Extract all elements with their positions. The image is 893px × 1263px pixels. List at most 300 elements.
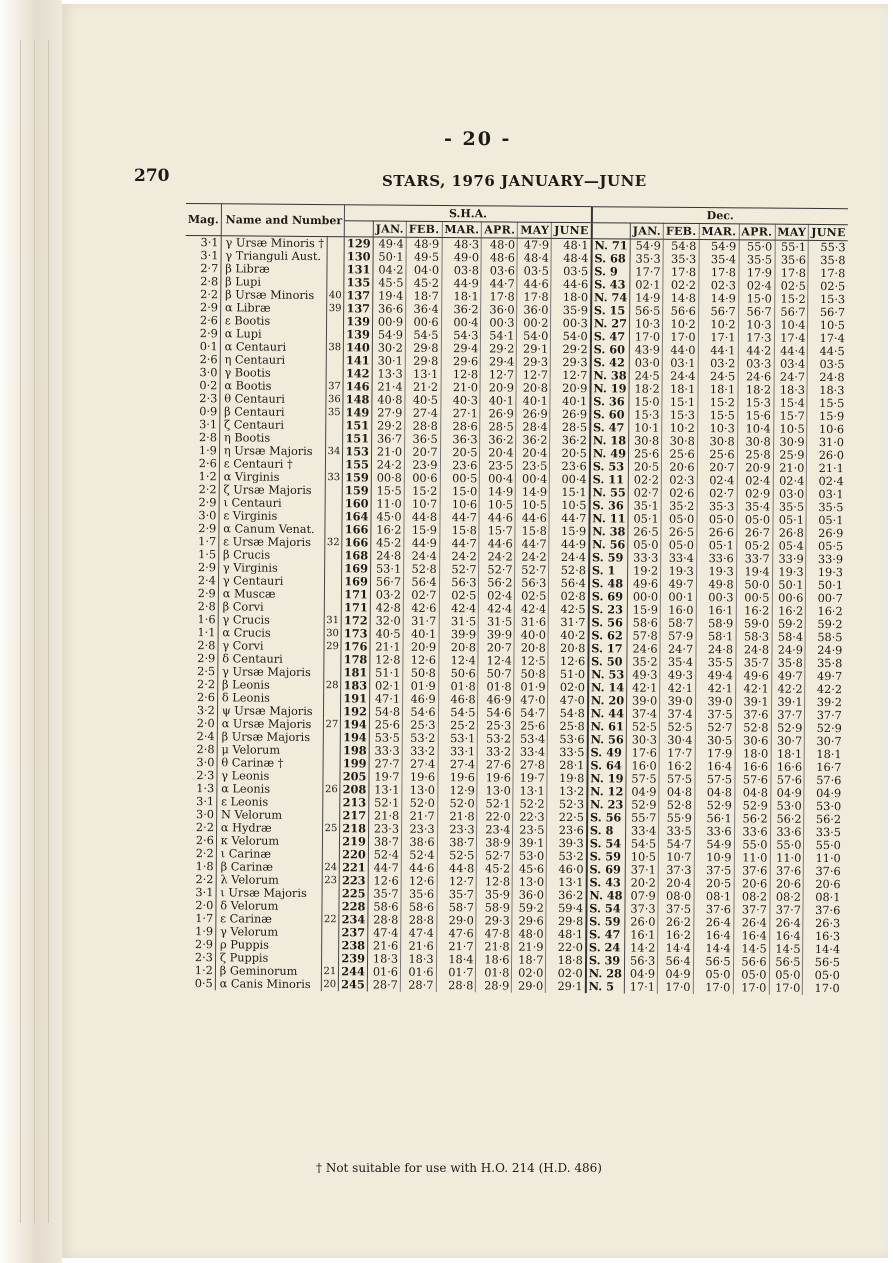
sha-minutes: 12·7: [550, 369, 590, 382]
dec-minutes: 52·9: [626, 798, 659, 811]
star-number: [323, 666, 341, 679]
dec-minutes: 08·0: [658, 890, 694, 903]
dec-minutes: 31·0: [818, 435, 845, 450]
sha-degrees: 140: [344, 341, 373, 354]
star-name: γ Ursæ Majoris: [218, 665, 324, 679]
sha-minutes: 28·8: [405, 420, 441, 433]
sha-minutes: 12·6: [368, 874, 401, 887]
star-magnitude: 3·0: [185, 366, 220, 379]
dec-minutes: 37·6: [770, 865, 804, 878]
star-magnitude: 0·2: [185, 379, 220, 392]
dec-minutes: 16·7: [816, 760, 842, 775]
star-number: [325, 484, 343, 497]
sha-degrees: 171: [342, 601, 371, 614]
star-magnitude: 2·3: [180, 951, 215, 964]
sha-minutes: 48·9: [406, 237, 442, 251]
star-number: 33: [325, 471, 343, 484]
sha-minutes: 47·9: [518, 238, 552, 252]
sha-minutes: 15·9: [404, 524, 440, 537]
dec-minutes: 02·3: [661, 474, 697, 487]
sha-minutes: 52·1: [477, 797, 513, 810]
dec-minutes: 56·1: [694, 812, 734, 825]
dec-minutes: 33·4: [626, 824, 659, 837]
dec-minutes: 37·7: [733, 903, 769, 916]
dec-minutes: 42·2: [816, 682, 843, 697]
dec-minutes: 17·7: [630, 265, 663, 278]
star-magnitude: 2·8: [182, 743, 217, 756]
star-name: ζ Puppis: [215, 951, 321, 965]
sha-degrees: 244: [339, 965, 368, 978]
dec-minutes: 11·0: [770, 852, 804, 865]
sha-minutes: 23·6: [550, 460, 590, 473]
dec-minutes: 49·7: [771, 670, 805, 683]
sha-minutes: 24·4: [404, 550, 440, 563]
star-number: 20: [321, 978, 339, 991]
sha-minutes: 25·6: [369, 718, 402, 731]
dec-minutes: 15·0: [629, 395, 662, 408]
dec-minutes: 14·5: [733, 942, 769, 955]
dec-minutes: 17·8: [774, 267, 808, 280]
sha-degrees: 178: [341, 653, 370, 666]
sha-header: S.H.A.: [345, 205, 592, 223]
sha-minutes: 27·7: [369, 757, 402, 770]
sha-degrees: 135: [344, 276, 373, 289]
sha-minutes: 29·2: [372, 419, 405, 432]
star-number: [324, 588, 342, 601]
dec-minutes: 56·5: [630, 304, 663, 317]
dec-minutes: 17·0: [814, 981, 840, 996]
sha-minutes: 48·4: [551, 252, 591, 265]
star-name: β Carinæ: [216, 860, 322, 874]
dec-minutes: 54·9: [699, 240, 739, 254]
sha-minutes: 20·4: [516, 447, 550, 460]
dec-degrees: S. 53: [590, 460, 629, 473]
dec-minutes: 58·7: [660, 617, 696, 630]
dec-minutes: 35·5: [818, 500, 844, 515]
sha-minutes: 42·5: [549, 603, 589, 616]
dec-minutes: 33·6: [734, 825, 770, 838]
dec-minutes: 33·3: [628, 551, 661, 564]
dec-minutes: 15·3: [737, 396, 773, 409]
dec-minutes: 24·4: [662, 370, 698, 383]
dec-minutes: 25·9: [773, 449, 807, 462]
dec-minutes: 26·7: [736, 526, 772, 539]
star-name: γ Ursæ Minoris †: [221, 236, 327, 250]
dec-minutes: 18·0: [735, 747, 771, 760]
dec-minutes: 49·7: [816, 669, 843, 684]
sha-minutes: 21·9: [512, 941, 546, 954]
dec-minutes: 02·7: [628, 486, 661, 499]
dec-minutes: 14·4: [814, 942, 841, 957]
sha-minutes: 28·9: [476, 979, 512, 992]
star-number: [322, 887, 340, 900]
sha-degrees: 146: [343, 380, 372, 393]
sha-minutes: 54·3: [441, 329, 481, 342]
page-number: 270: [134, 166, 170, 186]
sha-degrees: 169: [342, 575, 371, 588]
star-number: [324, 549, 342, 562]
sha-minutes: 46·9: [478, 693, 514, 706]
dec-degrees: S. 50: [588, 655, 627, 668]
dec-minutes: 50·0: [736, 578, 772, 591]
dec-minutes: 20·6: [734, 877, 770, 890]
sha-minutes: 53·2: [478, 732, 514, 745]
dec-degrees: N. 56: [588, 733, 627, 746]
star-magnitude: 2·8: [182, 639, 217, 652]
sha-minutes: 16·2: [371, 523, 404, 536]
dec-degrees: S. 1: [589, 564, 628, 577]
dec-minutes: 18·1: [771, 748, 805, 761]
dec-minutes: 58·1: [696, 630, 736, 643]
dec-minutes: 24·8: [696, 643, 736, 656]
dec-minutes: 15·2: [774, 293, 808, 306]
star-name: ε Carinæ: [216, 912, 322, 926]
sha-minutes: 21·0: [441, 381, 481, 394]
dec-minutes: 17·7: [659, 747, 695, 760]
sha-degrees: 220: [340, 848, 369, 861]
star-magnitude: 2·4: [182, 730, 217, 743]
star-number: [323, 757, 341, 770]
dec-minutes: 50·1: [817, 578, 843, 593]
star-number: [323, 731, 341, 744]
star-name: θ Carinæ †: [217, 756, 323, 770]
sha-degrees: 166: [342, 536, 371, 549]
sha-degrees: 155: [343, 458, 372, 471]
dec-minutes: 43·9: [629, 343, 662, 356]
dec-minutes: 18·1: [816, 747, 842, 762]
dec-minutes: 16·0: [626, 759, 659, 772]
star-magnitude: 2·9: [182, 652, 217, 665]
sha-minutes: 29·3: [551, 356, 591, 369]
dec-minutes: 05·0: [814, 968, 840, 983]
star-name: α Lupi: [220, 327, 326, 341]
sha-minutes: 10·5: [516, 499, 550, 512]
sha-minutes: 52·2: [513, 798, 547, 811]
sha-minutes: 44·7: [549, 512, 589, 525]
sha-minutes: 18·7: [406, 290, 442, 303]
dec-minutes: 37·5: [695, 708, 735, 721]
dec-minutes: 35·8: [817, 656, 843, 671]
sha-minutes: 25·6: [514, 720, 548, 733]
sha-minutes: 21·7: [402, 810, 438, 823]
star-number: [325, 497, 343, 510]
sha-minutes: 12·8: [441, 368, 481, 381]
dec-minutes: 10·4: [774, 319, 808, 332]
dec-minutes: 37·6: [734, 864, 770, 877]
sha-minutes: 52·7: [479, 563, 515, 576]
sha-minutes: 13·1: [546, 876, 586, 889]
star-number: 40: [326, 289, 344, 302]
sha-minutes: 40·3: [440, 394, 480, 407]
sha-minutes: 15·0: [440, 485, 480, 498]
dec-degrees: S. 39: [586, 954, 625, 967]
sha-minutes: 45·6: [513, 863, 547, 876]
dec-minutes: 37·6: [735, 708, 771, 721]
sha-minutes: 30·1: [372, 354, 405, 367]
star-magnitude: 2·9: [183, 561, 218, 574]
sha-minutes: 35·9: [551, 304, 591, 317]
sha-minutes: 13·0: [477, 784, 513, 797]
sha-minutes: 40·1: [550, 395, 590, 408]
dec-minutes: 24·7: [660, 643, 696, 656]
sha-degrees: 239: [339, 952, 368, 965]
star-number: [324, 523, 342, 536]
sha-minutes: 29·2: [481, 342, 517, 355]
dec-degrees: S. 68: [591, 252, 630, 265]
dec-minutes: 18·2: [738, 383, 774, 396]
dec-minutes: 56·5: [769, 956, 803, 969]
dec-month-header: JUNE: [809, 224, 848, 240]
dec-minutes: 19·3: [661, 565, 697, 578]
dec-minutes: 03·1: [662, 357, 698, 370]
sha-minutes: 50·7: [478, 667, 514, 680]
sha-minutes: 12·8: [477, 875, 513, 888]
dec-degrees: S. 54: [586, 902, 625, 915]
star-magnitude: 2·2: [182, 678, 217, 691]
dec-minutes: 08·2: [770, 891, 804, 904]
dec-minutes: 26·8: [772, 527, 806, 540]
star-number: [326, 328, 344, 341]
sha-degrees: 159: [343, 484, 372, 497]
dec-minutes: 02·5: [774, 280, 808, 293]
sha-minutes: 27·8: [513, 759, 547, 772]
dec-degrees: S. 56: [588, 616, 627, 629]
dec-minutes: 33·9: [817, 552, 844, 567]
page-number-top: - 20 -: [444, 128, 512, 150]
dec-minutes: 16·3: [814, 929, 841, 944]
dec-minutes: 16·2: [659, 760, 695, 773]
sha-minutes: 27·4: [402, 758, 438, 771]
dec-minutes: 37·4: [660, 708, 696, 721]
sha-minutes: 12·7: [437, 875, 477, 888]
sha-minutes: 14·9: [480, 485, 516, 498]
sha-degrees: 139: [344, 328, 373, 341]
dec-minutes: 20·5: [628, 460, 661, 473]
sha-minutes: 20·7: [478, 641, 514, 654]
dec-minutes: 24·6: [738, 370, 774, 383]
dec-degrees: S. 59: [589, 551, 628, 564]
sha-minutes: 54·0: [551, 330, 591, 343]
sha-minutes: 40·5: [370, 627, 403, 640]
dec-minutes: 49·7: [661, 578, 697, 591]
sha-minutes: 52·5: [437, 849, 477, 862]
dec-minutes: 55·7: [626, 811, 659, 824]
sha-minutes: 36·4: [406, 303, 442, 316]
dec-minutes: 26·5: [661, 526, 697, 539]
dec-minutes: 10·9: [694, 851, 734, 864]
dec-degrees: S. 9: [591, 265, 630, 278]
star-name: θ Centauri: [220, 392, 326, 406]
dec-minutes: 30·7: [771, 735, 805, 748]
dec-minutes: 58·3: [736, 630, 772, 643]
sha-minutes: 28·4: [516, 421, 550, 434]
dec-minutes: 10·5: [819, 318, 845, 333]
dec-minutes: 24·8: [736, 643, 772, 656]
star-number: [326, 263, 344, 276]
sha-minutes: 52·0: [402, 797, 438, 810]
dec-minutes: 35·1: [628, 499, 661, 512]
sha-minutes: 18·1: [441, 290, 481, 303]
sha-minutes: 47·8: [476, 927, 512, 940]
sha-minutes: 13·0: [402, 784, 438, 797]
sha-minutes: 53·5: [369, 731, 402, 744]
star-magnitude: 1·5: [183, 548, 218, 561]
star-magnitude: 2·3: [184, 392, 219, 405]
dec-minutes: 49·8: [696, 578, 736, 591]
sha-minutes: 54·7: [514, 707, 548, 720]
star-magnitude: 2·0: [180, 899, 215, 912]
sha-minutes: 29·6: [441, 355, 481, 368]
dec-minutes: 30·7: [816, 734, 842, 749]
sha-minutes: 35·7: [368, 887, 401, 900]
dec-minutes: 52·8: [659, 799, 695, 812]
star-magnitude: 1·3: [181, 782, 216, 795]
sha-minutes: 00·3: [551, 317, 591, 330]
sha-minutes: 44·7: [440, 511, 480, 524]
sha-minutes: 29·8: [405, 355, 441, 368]
dec-degrees: S. 56: [587, 811, 626, 824]
sha-degrees: 141: [344, 354, 373, 367]
sha-minutes: 35·9: [476, 888, 512, 901]
sha-minutes: 23·3: [402, 823, 438, 836]
dec-minutes: 37·1: [625, 863, 658, 876]
dec-minutes: 35·7: [735, 656, 771, 669]
dec-minutes: 15·1: [662, 396, 698, 409]
star-number: 29: [324, 640, 342, 653]
star-number: [321, 900, 339, 913]
star-name: λ Velorum: [216, 873, 322, 887]
sha-minutes: 19·6: [402, 771, 438, 784]
sha-minutes: 13·0: [513, 876, 547, 889]
dec-minutes: 59·0: [736, 617, 772, 630]
dec-minutes: 33·9: [772, 553, 806, 566]
sha-minutes: 45·2: [477, 862, 513, 875]
sha-minutes: 13·3: [372, 367, 405, 380]
sha-minutes: 48·1: [546, 928, 586, 941]
mag-header: Mag.: [186, 203, 222, 235]
dec-minutes: 55·9: [659, 812, 695, 825]
sha-minutes: 27·1: [440, 407, 480, 420]
dec-minutes: 05·1: [773, 514, 807, 527]
star-name: ρ Puppis: [215, 938, 321, 952]
dec-minutes: 00·0: [627, 590, 660, 603]
sha-minutes: 54·9: [372, 328, 405, 341]
dec-minutes: 03·0: [773, 488, 807, 501]
star-magnitude: 3·0: [182, 756, 217, 769]
sha-minutes: 23·6: [547, 824, 587, 837]
dec-minutes: 30·8: [697, 435, 737, 448]
dec-minutes: 15·0: [738, 292, 774, 305]
star-magnitude: 0·5: [180, 977, 215, 990]
sha-minutes: 28·8: [436, 979, 476, 992]
star-name: ι Carinæ: [216, 847, 322, 861]
sha-minutes: 36·2: [550, 434, 590, 447]
sha-minutes: 18·7: [512, 954, 546, 967]
dec-degrees: S. 49: [587, 746, 626, 759]
star-number: 28: [323, 679, 341, 692]
sha-minutes: 23·3: [437, 823, 477, 836]
sha-minutes: 49·4: [373, 237, 406, 251]
sha-minutes: 15·5: [371, 484, 404, 497]
dec-degrees: N. 56: [589, 538, 628, 551]
star-number: 38: [326, 341, 344, 354]
dec-minutes: 02·4: [738, 279, 774, 292]
dec-minutes: 54·5: [625, 837, 658, 850]
dec-minutes: 15·5: [697, 409, 737, 422]
dec-minutes: 10·4: [737, 422, 773, 435]
star-magnitude: 2·9: [183, 522, 218, 535]
star-number: [327, 250, 345, 263]
sha-minutes: 12·5: [514, 655, 548, 668]
sha-minutes: 52·7: [515, 564, 549, 577]
sha-month-header: MAY: [518, 222, 552, 238]
dec-minutes: 30·8: [662, 435, 698, 448]
dec-minutes: 35·8: [771, 657, 805, 670]
dec-minutes: 39·0: [660, 695, 696, 708]
sha-minutes: 54·6: [402, 706, 438, 719]
star-magnitude: 3·1: [181, 795, 216, 808]
dec-minutes: 05·0: [661, 513, 697, 526]
star-magnitude: 2·2: [181, 847, 216, 860]
sha-minutes: 12·4: [478, 654, 514, 667]
star-name: γ Centauri: [218, 574, 324, 588]
dec-minutes: 14·4: [693, 942, 733, 955]
dec-minutes: 24·9: [771, 644, 805, 657]
sha-degrees: 137: [344, 289, 373, 302]
sha-minutes: 03·8: [441, 264, 481, 277]
dec-minutes: 30·9: [773, 436, 807, 449]
dec-minutes: 37·5: [694, 864, 734, 877]
sha-minutes: 02·7: [403, 589, 439, 602]
sha-minutes: 33·2: [402, 745, 438, 758]
sha-minutes: 00·9: [372, 315, 405, 328]
dec-minutes: 17·8: [699, 266, 739, 279]
dec-minutes: 55·1: [775, 240, 809, 254]
dec-minutes: 00·3: [696, 591, 736, 604]
star-magnitude: 2·6: [182, 691, 217, 704]
sha-minutes: 44·6: [401, 862, 437, 875]
dec-degrees: N. 11: [589, 512, 628, 525]
sha-minutes: 21·8: [369, 809, 402, 822]
sha-minutes: 24·2: [515, 551, 549, 564]
sha-degrees: 218: [340, 822, 369, 835]
sha-minutes: 23·5: [516, 460, 550, 473]
sha-minutes: 00·2: [517, 317, 551, 330]
sha-minutes: 36·2: [546, 889, 586, 902]
sha-minutes: 48·4: [517, 252, 551, 265]
dec-minutes: 16·1: [625, 928, 658, 941]
sha-minutes: 10·6: [440, 498, 480, 511]
dec-minutes: 21·1: [818, 461, 844, 476]
sha-minutes: 45·2: [371, 536, 404, 549]
star-name: ζ Centauri: [220, 418, 326, 432]
sha-month-header: FEB.: [406, 221, 442, 237]
sha-minutes: 13·1: [405, 368, 441, 381]
sha-minutes: 02·4: [479, 589, 515, 602]
sha-minutes: 01·9: [403, 680, 439, 693]
dec-minutes: 17·0: [657, 981, 693, 994]
dec-minutes: 52·8: [735, 721, 771, 734]
dec-minutes: 05·1: [818, 513, 844, 528]
dec-minutes: 07·9: [625, 889, 658, 902]
dec-minutes: 39·0: [695, 695, 735, 708]
star-number: [326, 276, 344, 289]
sha-minutes: 39·3: [547, 837, 587, 850]
dec-minutes: 37·7: [816, 708, 842, 723]
dec-minutes: 14·9: [698, 292, 738, 305]
dec-degrees: S. 43: [586, 876, 625, 889]
sha-minutes: 44·7: [439, 537, 479, 550]
